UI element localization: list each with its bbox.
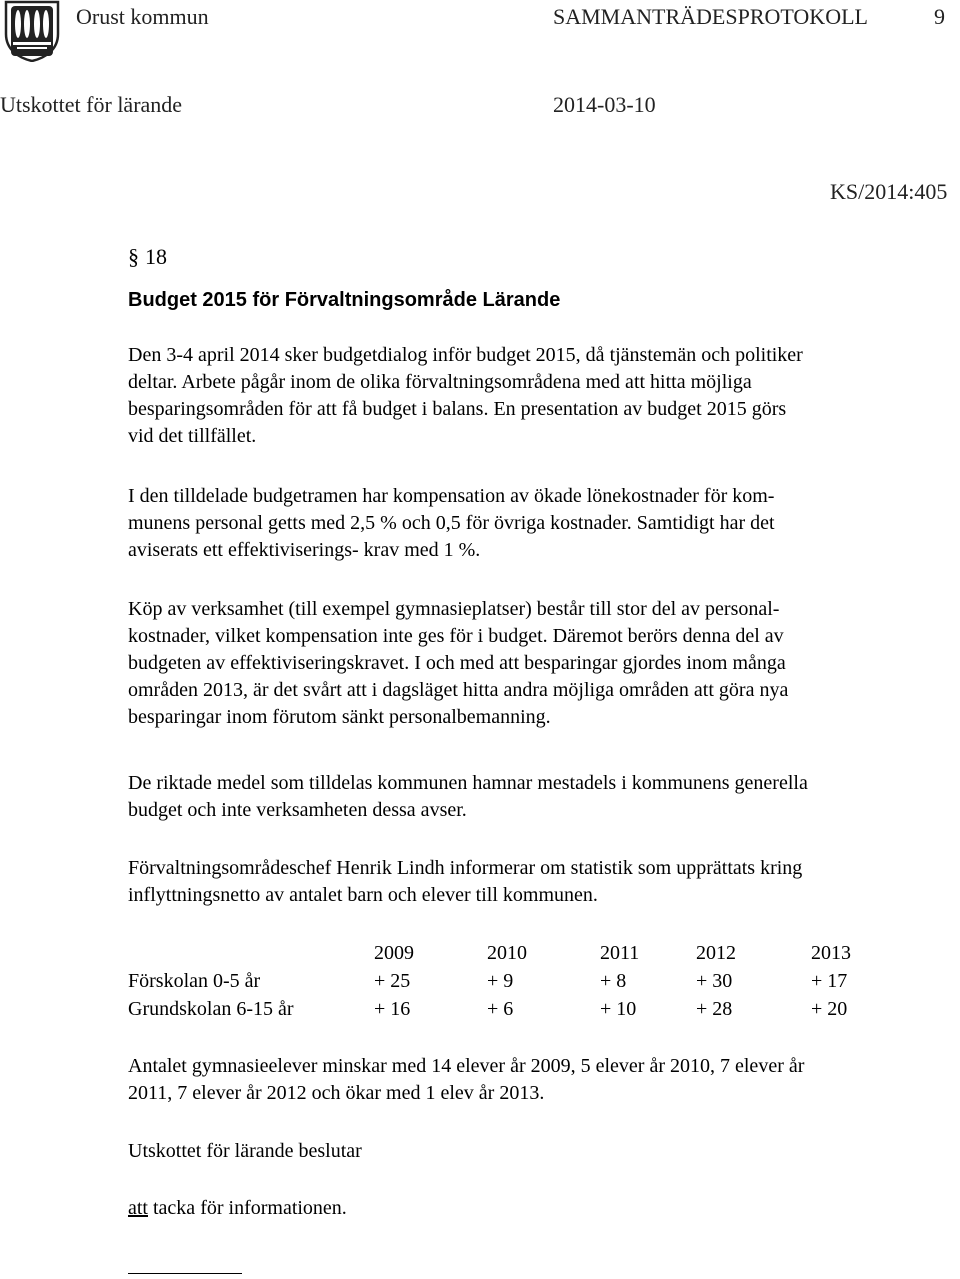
protocol-title: SAMMANTRÄDESPROTOKOLL bbox=[553, 4, 868, 29]
table-cell: + 8 bbox=[600, 970, 627, 992]
table-header-row bbox=[128, 939, 888, 967]
section-symbol: § bbox=[128, 244, 139, 269]
table-cell: + 20 bbox=[811, 998, 848, 1020]
section-title: Budget 2015 för Förvaltningsområde Lärande bbox=[128, 289, 561, 311]
paragraph-statistics-intro: Förvaltningsområdeschef Henrik Lindh informerar om statistik som upprättats kring inflyttningsnetto av antalet barn och elever till kommunen. bbox=[128, 857, 803, 906]
paragraph-upper-secondary: Antalet gymnasieelever minskar med 14 elever år 2009, 5 elever år 2010, 7 elever år 2011, 7 elever år 2012 och ökar med 1 elev år 2013. bbox=[128, 1055, 805, 1104]
row-label: Grundskolan 6-15 år bbox=[128, 998, 294, 1020]
table-cell: + 30 bbox=[696, 970, 733, 992]
table-cell: + 25 bbox=[374, 970, 411, 992]
net-migration-table bbox=[128, 939, 888, 1023]
decision-text bbox=[128, 1195, 960, 1222]
paragraph-purchased-services: Köp av verksamhet (till exempel gymnasieplatser) består till stor del av personal- kostnader, vilket kompensation inte ges för i budget. Däremot berörs denna del av budgeten av effektiviseringskravet. I och med att besparingar gjordes inom många områden 2013, är det svårt att i dagsläget hitta andra möjliga områden att göra nya besparingar inom förutom sänkt personalbemanning. bbox=[128, 598, 789, 728]
year-header: 2011 bbox=[600, 942, 640, 964]
paragraph-targeted-funds: De riktade medel som tilldelas kommunen hamnar mestadels i kommunens generella budget och inte verksamheten dessa avser. bbox=[128, 772, 808, 821]
year-header: 2010 bbox=[487, 942, 527, 964]
decision-heading: Utskottet för lärande beslutar bbox=[128, 1140, 362, 1162]
case-number: KS/2014:405 bbox=[830, 179, 948, 204]
decision-body: tacka för informationen. bbox=[148, 1197, 347, 1219]
table-cell: + 17 bbox=[811, 970, 848, 992]
section-number: 18 bbox=[145, 244, 167, 269]
year-header: 2009 bbox=[374, 942, 414, 964]
paragraph-budget-dialog: Den 3-4 april 2014 sker budgetdialog inför budget 2015, då tjänstemän och politiker deltar. Arbete pågår inom de olika förvaltningsområdena med att hitta möjliga besparingsområden för att få budget i balans. En presentation av budget 2015 görs vid det tillfället. bbox=[128, 344, 803, 447]
municipality-crest-logo bbox=[3, 0, 61, 62]
table-cell: + 6 bbox=[487, 998, 514, 1020]
meeting-date: 2014-03-10 bbox=[553, 92, 656, 117]
table-cell: + 16 bbox=[374, 998, 411, 1020]
table-cell: + 28 bbox=[696, 998, 733, 1020]
year-header: 2012 bbox=[696, 942, 736, 964]
year-header: 2013 bbox=[811, 942, 851, 964]
table-row bbox=[128, 995, 888, 1023]
row-label: Förskolan 0-5 år bbox=[128, 970, 261, 992]
signature-rule bbox=[128, 1273, 242, 1274]
section-heading bbox=[128, 244, 167, 270]
table-cell: + 9 bbox=[487, 970, 514, 992]
committee-name: Utskottet för lärande bbox=[0, 92, 183, 117]
table-row bbox=[128, 967, 888, 995]
att-word: att bbox=[128, 1197, 148, 1219]
page-number: 9 bbox=[934, 4, 945, 29]
paragraph-budget-frame: I den tilldelade budgetramen har kompensation av ökade lönekostnader för kom- munens personal getts med 2,5 % och 0,5 för övriga kostnader. Samtidigt har det aviserats ett effektiviserings- krav med 1 %. bbox=[128, 485, 775, 561]
municipality-name: Orust kommun bbox=[76, 4, 209, 29]
table-cell: + 10 bbox=[600, 998, 637, 1020]
